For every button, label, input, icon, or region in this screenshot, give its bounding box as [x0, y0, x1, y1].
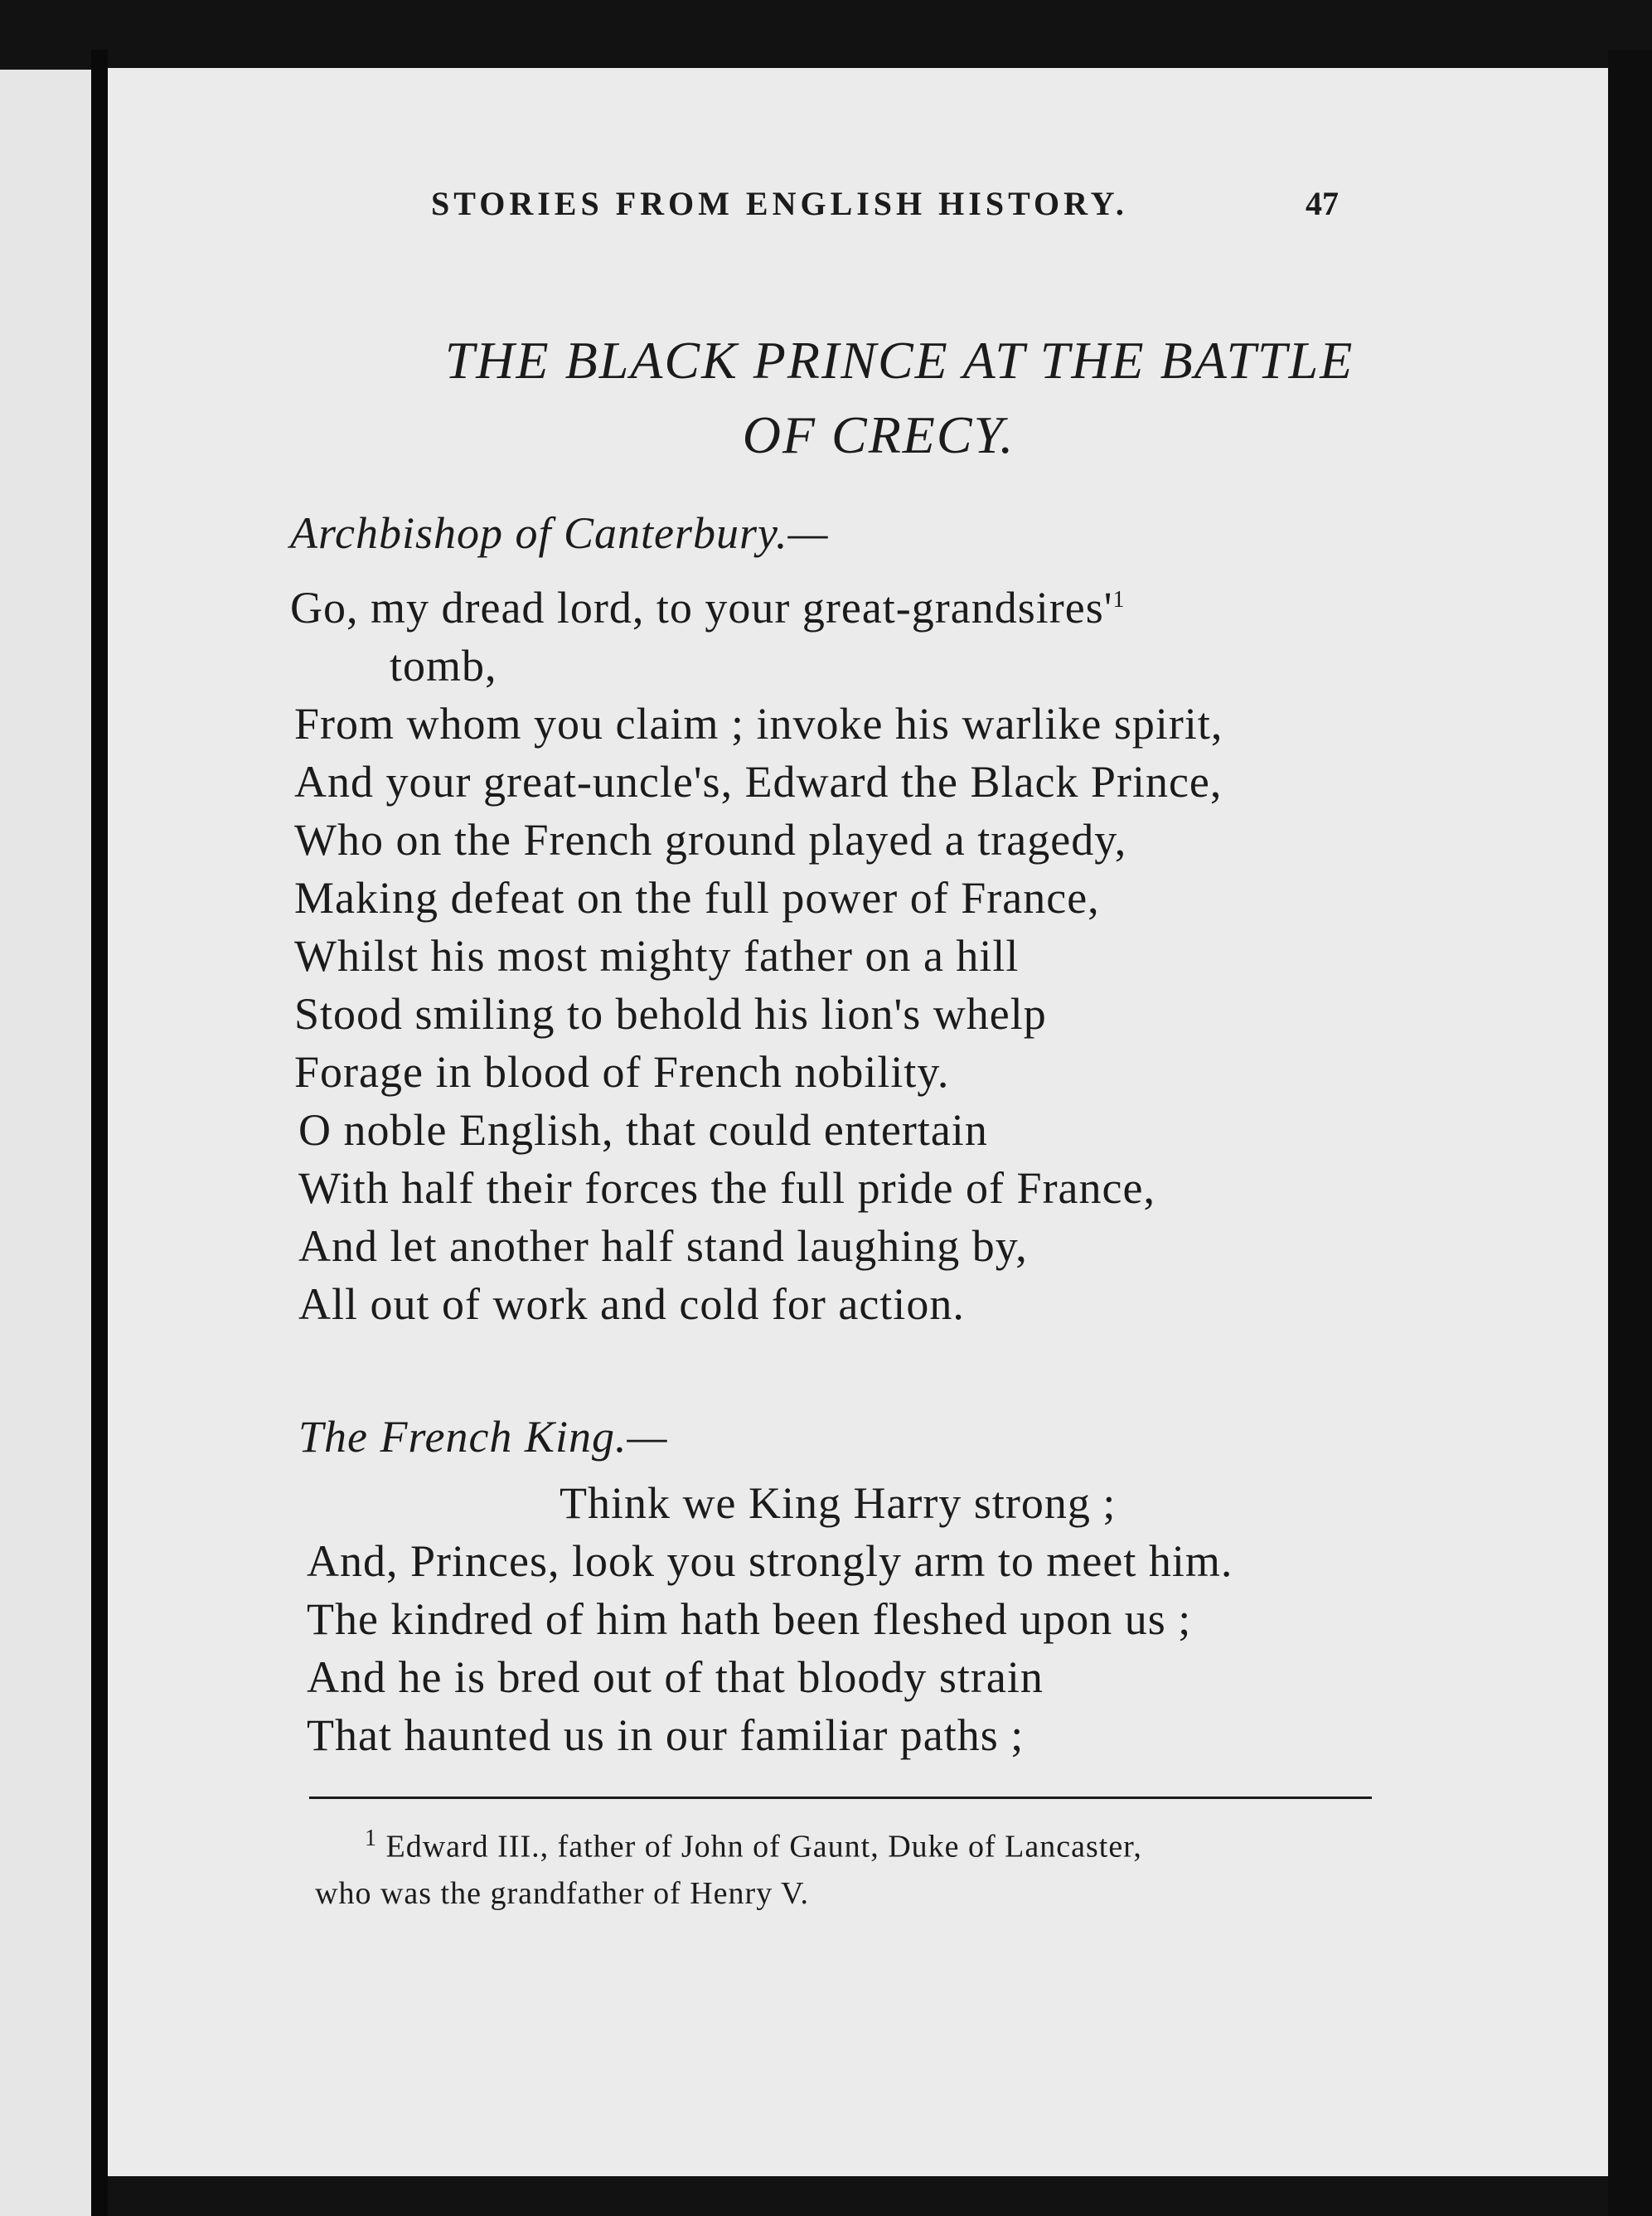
- scan-border: [1608, 50, 1652, 2216]
- chapter-heading-line-1: THE BLACK PRINCE AT THE BATTLE: [444, 331, 1354, 390]
- verse-line: From whom you claim ; invoke his warlike spirit,: [294, 699, 1223, 749]
- footnote-marker: 1: [365, 1826, 377, 1851]
- speaker-french-king: The French King.—: [298, 1412, 668, 1462]
- verse-line: That haunted us in our familiar paths ;: [307, 1710, 1025, 1760]
- verse-line: With half their forces the full pride of France,: [298, 1163, 1155, 1213]
- footnote-rule: [309, 1797, 1372, 1799]
- verse-line: And your great-uncle's, Edward the Black Prince,: [294, 757, 1223, 807]
- running-head-title: STORIES FROM ENGLISH HISTORY.: [431, 185, 1128, 222]
- book-spine: [91, 50, 108, 2216]
- verse-line: Who on the French ground played a tragedy,: [294, 815, 1127, 865]
- verse-line: Making defeat on the full power of France,: [294, 873, 1100, 923]
- facing-page-edge: [0, 70, 91, 2216]
- verse-line: Stood smiling to behold his lion's whelp: [294, 989, 1047, 1039]
- verse-line: Think we King Harry strong ;: [560, 1478, 1117, 1528]
- verse-line: All out of work and cold for action.: [298, 1279, 965, 1329]
- page-number: 47: [1306, 185, 1339, 222]
- verse-line: O noble English, that could entertain: [298, 1105, 988, 1155]
- running-head: [108, 184, 1608, 234]
- footnote-reference: 1: [1112, 587, 1126, 613]
- footnote-line-1: $^1$ Edward III., father of John of Gaunt, Duke of Lancaster,: [365, 1826, 1142, 1864]
- verse-line: And he is bred out of that bloody strain: [307, 1652, 1044, 1702]
- book-page: [108, 68, 1608, 2176]
- chapter-heading-line-2: OF CRECY.: [742, 405, 1015, 464]
- speaker-archbishop: Archbishop of Canterbury.—: [290, 508, 829, 558]
- verse-line: tomb,: [390, 641, 497, 691]
- footnote-line-2: who was the grandfather of Henry V.: [315, 1876, 810, 1911]
- verse-line: Go, my dread lord, to your great-$grandsires'^1$: [290, 583, 1126, 633]
- verse-line: And let another half stand laughing by,: [298, 1221, 1028, 1271]
- verse-line: Forage in blood of French nobility.: [294, 1047, 950, 1097]
- verse-line: The kindred of him hath been fleshed upon us ;: [307, 1594, 1192, 1644]
- verse-line: And, Princes, look you strongly arm to meet him.: [307, 1536, 1233, 1586]
- verse-line: Whilst his most mighty father on a hill: [294, 931, 1020, 981]
